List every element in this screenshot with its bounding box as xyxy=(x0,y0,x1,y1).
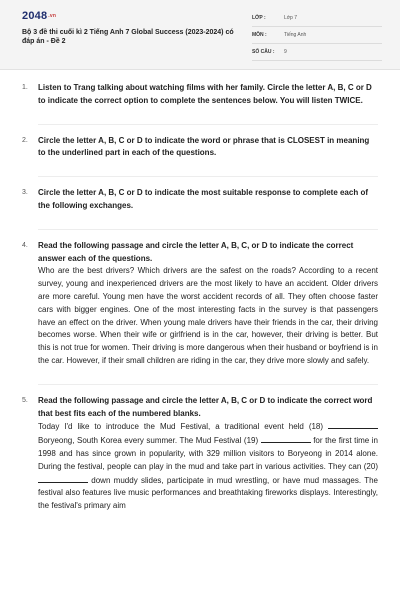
passage-text: Today I'd like to introduce the Mud Festival, a traditional event held (18) xyxy=(38,422,328,432)
meta-key: SỐ CÂU : xyxy=(252,49,275,55)
question-item xyxy=(22,240,378,368)
logo-text: 2048 xyxy=(22,10,48,22)
question-item xyxy=(22,82,378,108)
answer-blank xyxy=(328,420,378,429)
divider xyxy=(38,124,378,125)
cloze-passage xyxy=(38,420,378,513)
question-title: Listen to Trang talking about watching films with her family. Circle the letter A, B, C or D to indicate the correct option to complete the sentences below. You will listen TWICE. xyxy=(38,83,372,105)
question-title: Circle the letter A, B, C or D to indicate the most suitable response to complete each of the following exchanges. xyxy=(38,188,368,210)
question-number: 1. xyxy=(22,84,28,91)
passage-text: Boryeong, South Korea every summer. The Mud Festival (19) xyxy=(38,436,261,446)
reading-passage: Who are the best drivers? Which drivers are the safest on the roads? According to a recent survey, young and inexperienced drivers are the most likely to have an accident. Older drivers are more careful. Young men have the worst accident records of all. They often choose faster cars with bigger engines. One of the most interesting facts in the survey is that passengers have an effect on the driver. When young male drivers have their friends in the car, their driving becomes worse. When their wife or girlfriend is in the car, however, their driving is better. But this is not true for women. Their driving is more dangerous when their husband or boyfriend is in the car. However, if their small children are riding in the car, they drive more slowly and safely. xyxy=(38,266,378,365)
document-title: Bộ 3 đề thi cuối kì 2 Tiếng Anh 7 Global Success (2023-2024) có đáp án - Đề 2 xyxy=(22,29,234,46)
question-number: 3. xyxy=(22,189,28,197)
question-item xyxy=(22,187,378,213)
question-item xyxy=(22,135,378,161)
meta-key: LỚP : xyxy=(252,15,266,21)
passage-text: down muddy slides, participate in mud wrestling, or have mud massages. The festival also features live music performances and breathtaking fireworks displays. Interestingly, the festival's primary aim xyxy=(38,475,378,511)
question-number: 4. xyxy=(22,241,28,249)
logo-suffix: .vn xyxy=(48,13,57,20)
meta-row-class xyxy=(252,10,382,27)
divider xyxy=(38,384,378,385)
meta-row-count xyxy=(252,44,382,61)
meta-value: 9 xyxy=(284,49,287,55)
question-title: Circle the letter A, B, C or D to indicate the word or phrase that is CLOSEST in meaning to the underlined part in each of the questions. xyxy=(38,135,370,158)
meta-value: Tiếng Anh xyxy=(284,32,307,38)
answer-blank xyxy=(261,434,311,443)
question-number: 2. xyxy=(22,136,28,144)
document-header xyxy=(0,0,400,70)
meta-table xyxy=(252,10,382,61)
question-list xyxy=(0,70,400,513)
question-title: Read the following passage and circle the letter A, B, C, or D to indicate the correct answer each of the questions. xyxy=(38,240,354,263)
question-title: Read the following passage and circle the letter A, B, C or D to indicate the correct word that best fits each of the numbered blanks. xyxy=(38,395,373,418)
question-item xyxy=(22,395,378,513)
passage-text: for the first time in 1998 and has since grown in popularity, with 329 million visitors to Boryeong in 2014 alone. During the festival, people can play in the mud and take part in various activities. They can (20) xyxy=(38,436,379,471)
divider xyxy=(38,229,378,230)
question-number: 5. xyxy=(22,396,28,404)
divider xyxy=(38,176,378,177)
answer-blank xyxy=(38,474,88,483)
meta-value: Lớp 7 xyxy=(284,15,298,21)
meta-key: MÔN : xyxy=(252,32,267,38)
meta-row-subject xyxy=(252,27,382,44)
